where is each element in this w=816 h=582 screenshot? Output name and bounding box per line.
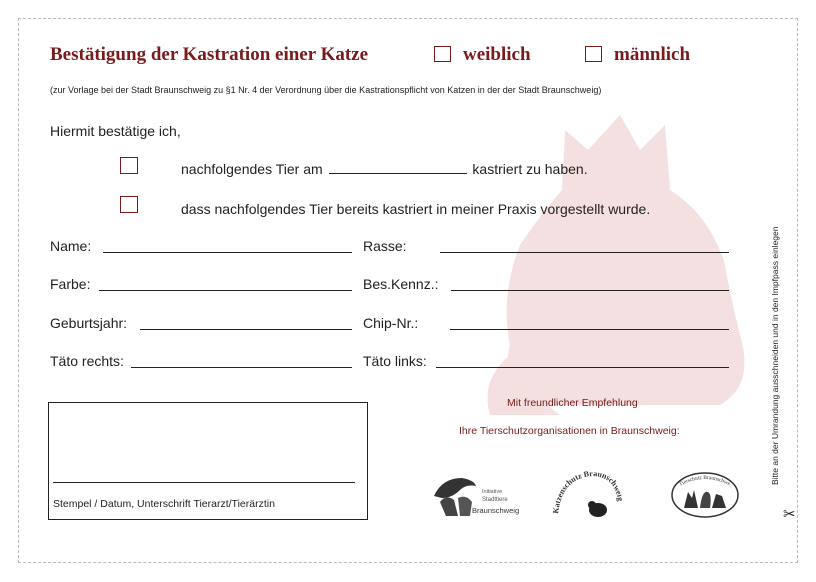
farbe-field[interactable] [99, 290, 352, 291]
logo1-line1: Initiative [482, 489, 503, 495]
option1-after: kastriert zu haben. [472, 161, 588, 177]
geburtsjahr-label: Geburtsjahr: [50, 315, 128, 331]
logo1-line2: Stadttiere [482, 497, 508, 503]
taeto-rechts-field[interactable] [131, 367, 352, 368]
bes-kennz-field[interactable] [451, 290, 729, 291]
chip-nr-field[interactable] [450, 329, 729, 330]
chip-nr-label: Chip-Nr.: [363, 315, 419, 331]
recommendation-line1: Mit freundlicher Empfehlung [507, 397, 638, 409]
gender-female-option[interactable] [434, 44, 531, 66]
rasse-field[interactable] [440, 252, 729, 253]
intro-text: Hiermit bestätige ich, [50, 123, 181, 139]
logo-tierschutz [670, 470, 740, 520]
option2-checkbox[interactable] [120, 196, 138, 213]
male-label: männlich [614, 44, 691, 65]
cutting-instruction: Bitte an der Umrandung ausschneiden und in den Impfpass einlegen [770, 226, 780, 485]
logo-stadttiere [432, 472, 522, 520]
name-field[interactable] [103, 252, 352, 253]
scissors-icon: ✂ [783, 506, 796, 523]
female-label: weiblich [463, 44, 531, 65]
logo-katzenschutz [552, 470, 622, 520]
logo3-text: Tierschutz Braunschwe [678, 474, 732, 488]
cat-watermark-icon [470, 95, 770, 425]
taeto-links-label: Täto links: [363, 353, 427, 369]
recommendation-line2: Ihre Tierschutzorganisationen in Braunschweig: [459, 425, 680, 437]
date-blank-field[interactable] [329, 161, 467, 174]
tierschutz-emblem-icon [670, 470, 740, 520]
stamp-label: Stempel / Datum, Unterschrift Tierarzt/Tierärztin [53, 498, 275, 510]
option1-checkbox[interactable] [120, 157, 138, 174]
document-title: Bestätigung der Kastration einer Katze [50, 44, 369, 65]
gender-male-option[interactable] [585, 44, 690, 66]
female-checkbox[interactable] [434, 46, 451, 62]
taeto-links-field[interactable] [436, 367, 729, 368]
male-checkbox[interactable] [585, 46, 602, 62]
option2-text: dass nachfolgendes Tier bereits kastriert in meiner Praxis vorgestellt wurde. [181, 201, 651, 217]
svg-text:Katzenschutz Braunschweig e.V. [552, 470, 622, 514]
taeto-rechts-label: Täto rechts: [50, 353, 124, 369]
option1-before: nachfolgendes Tier am [181, 161, 323, 177]
name-label: Name: [50, 238, 92, 254]
farbe-label: Farbe: [50, 276, 91, 292]
katzenschutz-emblem-icon [552, 470, 622, 520]
legal-subnote: (zur Vorlage bei der Stadt Braunschweig zu §1 Nr. 4 der Verordnung über die Kastrationspflicht von Katzen in der der Stadt Braunschweig) [50, 85, 602, 95]
geburtsjahr-field[interactable] [140, 329, 352, 330]
logo2-text: Katzenschutz Braunschw [552, 470, 622, 515]
option1-text [181, 161, 588, 177]
bes-kennz-label: Bes.Kennz.: [363, 276, 439, 292]
rasse-label: Rasse: [363, 238, 407, 254]
signature-line [53, 482, 355, 483]
logo1-line3: Braunschweig [472, 506, 520, 515]
